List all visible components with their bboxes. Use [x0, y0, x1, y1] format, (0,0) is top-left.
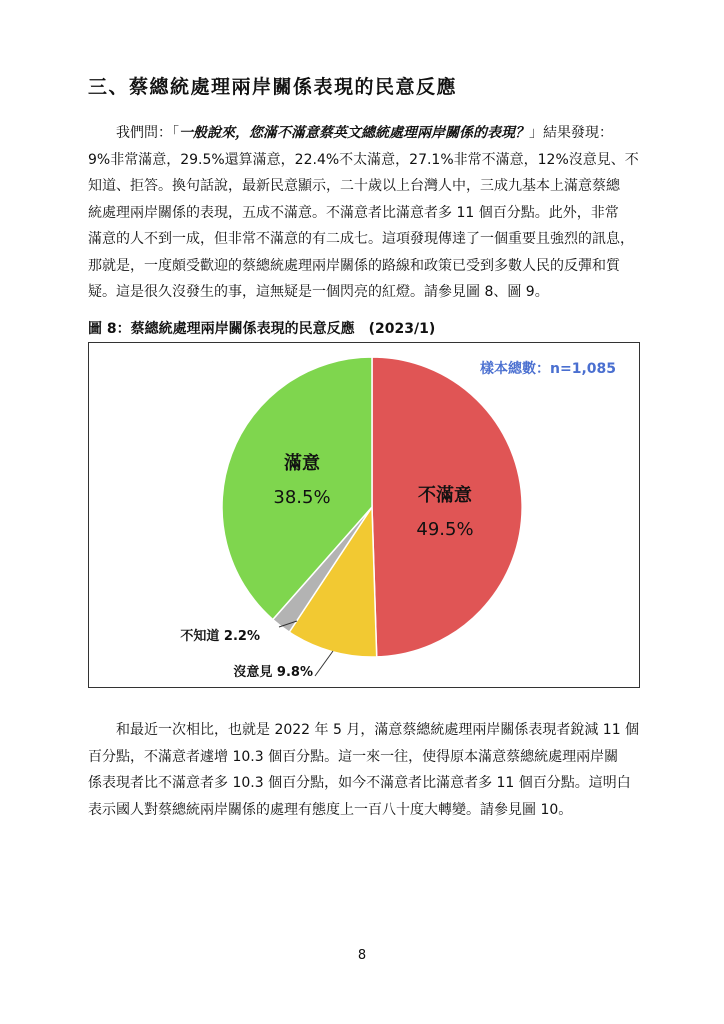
survey-question: 一般說來，您滿不滿意蔡英文總統處理兩岸關係的表現？: [179, 125, 529, 141]
unknown-label: 不知道 2.2%: [180, 629, 260, 644]
figure-caption: 圖 8：蔡總統處理兩岸關係表現的民意反應 (2023/1): [88, 321, 436, 337]
no-opinion-leader-line: [315, 651, 333, 676]
paragraph-line: [88, 717, 640, 744]
sample-size-note: 樣本總數：n=1,085: [480, 361, 616, 377]
paragraph-line: 表示國人對蔡總統兩岸關係的處理有態度上一百八十度大轉變。請參見圖 10。: [88, 801, 573, 818]
paragraph-findings: [88, 120, 639, 306]
section-heading: 三、蔡總統處理兩岸關係表現的民意反應: [88, 76, 458, 98]
no-opinion-label: 沒意見 9.8%: [233, 665, 313, 680]
dissatisfied-slice: [372, 357, 522, 657]
dissatisfied-label: 不滿意: [418, 485, 472, 506]
paragraph-line: [88, 120, 636, 147]
pie-chart-frame: [88, 342, 640, 688]
paragraph-line: 疑。這是很久沒發生的事，這無疑是一個閃亮的紅燈。請參見圖 8、圖 9。: [88, 284, 549, 300]
satisfied-value-label: 38.5%: [273, 487, 331, 508]
satisfied-label: 滿意: [284, 453, 320, 474]
paragraph-line: 滿意的人不到一成，但非常不滿意的有二成七。這項發現傳達了一個重要且強烈的訊息，: [88, 231, 634, 247]
paragraph-line: 9%非常滿意，29.5%還算滿意，22.4%不太滿意，27.1%非常不滿意，12%沒意見、不: [88, 151, 639, 168]
paragraph-line: 百分點，不滿意者遽增 10.3 個百分點。這一來一往，使得原本滿意蔡總統處理兩岸關: [88, 748, 619, 765]
paragraph-line: 係表現者比不滿意者多 10.3 個百分點，如今不滿意者比滿意者多 11 個百分點。這明白: [88, 775, 631, 791]
question-close: 」結果發現：: [529, 125, 613, 141]
pie-chart: [89, 343, 639, 687]
paragraph-line-text: 和最近一次相比，也就是 2022 年 5 月，滿意蔡總統處理兩岸關係表現者銳減 11 個: [116, 722, 640, 738]
question-open: 我們問：「: [116, 125, 179, 141]
paragraph-line: 知道、拒答。換句話說，最新民意顯示，二十歲以上台灣人中，三成九基本上滿意蔡總: [88, 178, 620, 194]
paragraph-line: 那就是，一度頗受歡迎的蔡總統處理兩岸關係的路線和政策已受到多數人民的反彈和質: [88, 257, 620, 274]
page-number: 8: [357, 948, 367, 963]
dissatisfied-value-label: 49.5%: [416, 519, 474, 540]
paragraph-comparison: [88, 717, 640, 823]
paragraph-line: 統處理兩岸關係的表現，五成不滿意。不滿意者比滿意者多 11 個百分點。此外，非常: [88, 204, 619, 221]
